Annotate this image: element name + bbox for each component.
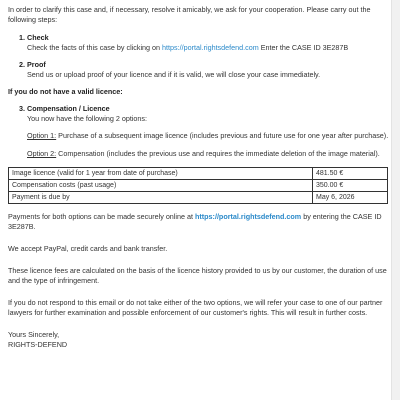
payments-text: [8, 212, 396, 232]
payments-after: by entering the CASE ID 3E287B.: [8, 212, 382, 231]
step-number: 2.: [19, 60, 25, 69]
table-cell-label: Image licence (valid for 1 year from date of purchase): [9, 168, 313, 180]
option-1-text: Purchase of a subsequent image licence (includes previous and future use for one year after purchase).: [56, 131, 389, 140]
option-1: [27, 131, 396, 141]
step-compensation-text: You now have the following 2 options:: [27, 114, 148, 123]
step-check-heading: [19, 33, 396, 43]
step-text: Check the facts of this case by clicking on: [27, 43, 163, 52]
step-proof-text: Send us or upload proof of your licence and if it is valid, we will close your case immediately.: [27, 70, 321, 79]
table-row: [9, 168, 388, 180]
fees-table: [8, 167, 388, 204]
table-cell-value: 481.50 €: [313, 168, 388, 180]
option-1-label: Option 1:: [27, 131, 57, 140]
warning-text: If you do not respond to this email or do not take either of the two options, we will refer your case to one of our partner lawyers for further examination and possible enforcement of our customer's rights. This will result in further costs.: [8, 298, 383, 317]
step-title: Compensation / Licence: [27, 104, 110, 113]
step-title: Proof: [27, 60, 46, 69]
option-2-label: Option 2:: [27, 149, 57, 158]
option-2-text: Compensation (includes the previous use and requires the immediate deletion of the image material).: [56, 149, 380, 158]
table-cell-label: Compensation costs (past usage): [9, 180, 313, 192]
table-row: [9, 180, 388, 192]
no-licence-heading: If you do not have a valid licence:: [8, 87, 123, 96]
table-cell-label: Payment is due by: [9, 192, 313, 204]
signature-text: RIGHTS-DEFEND: [8, 340, 68, 349]
step-compensation-heading: [19, 104, 396, 114]
table-cell-value: 350.00 €: [313, 180, 388, 192]
portal-link-bold[interactable]: https://portal.rightsdefend.com: [194, 212, 302, 221]
payments-before: Payments for both options can be made securely online at: [8, 212, 195, 221]
step-check-text: [27, 43, 396, 53]
intro-text: In order to clarify this case and, if necessary, resolve it amicably, we ask for your cooperation. Please carry out the following steps:: [8, 5, 371, 24]
accept-text: We accept PayPal, credit cards and bank transfer.: [8, 244, 168, 253]
step-number: 1.: [19, 33, 25, 42]
step-text: Enter the CASE ID 3E287B: [258, 43, 349, 52]
option-2: [27, 149, 396, 159]
step-proof-heading: [19, 60, 396, 70]
vertical-scrollbar[interactable]: [391, 0, 400, 400]
step-number: 3.: [19, 104, 25, 113]
email-content: [8, 5, 396, 350]
step-title: Check: [27, 33, 49, 42]
table-row: [9, 192, 388, 204]
closing-text: Yours Sincerely,: [8, 330, 60, 339]
portal-link[interactable]: https://portal.rightsdefend.com: [162, 43, 259, 52]
step-check: [19, 33, 396, 53]
fees-text: These licence fees are calculated on the basis of the licence history provided to us by our customer, the duration of use and the type of infringement.: [8, 266, 387, 285]
step-proof: [19, 60, 396, 80]
step-compensation: [19, 104, 396, 124]
table-cell-value: May 6, 2026: [313, 192, 388, 204]
